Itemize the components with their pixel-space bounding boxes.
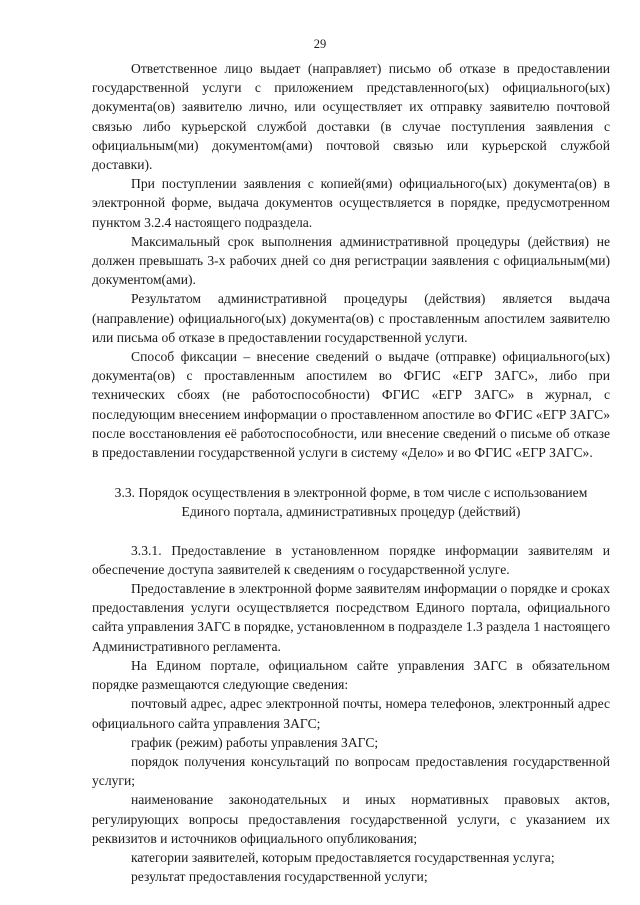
- list-item-consultations: порядок получения консультаций по вопросам предоставления государственной услуги;: [92, 753, 610, 789]
- list-item-legal-acts: наименование законодательных и иных нормативных правовых актов, регулирующих вопросы предоставления государственной услуги, с указанием их реквизитов и источников официального опубликования;: [92, 792, 610, 846]
- paragraph-refusal-letter: Ответственное лицо выдает (направляет) письмо об отказе в предоставлении государственной услуги с приложением представленного(ых) официального(ых) документа(ов) заявителю лично, или осуществляет их отправку заявителю почтовой связью либо курьерской службой доставки (в случае поступления заявления с официальным(ми) документом(ами) почтовой связью или курьерской службой доставки).: [92, 61, 610, 173]
- paragraph-fixation-method: Способ фиксации – внесение сведений о выдаче (отправке) официального(ых) документа(ов) с проставленным апостилем во ФГИС «ЕГР ЗАГС», либо при технических сбоях (не работоспособности) ФГИС «ЕГР ЗАГС» в журнал, с последующим внесением информации о проставленном апостиле во ФГИС «ЕГР ЗАГС» после восстановления её работоспособности, или внесение сведений о письме об отказе в предоставлении государственной услуги в систему «Дело» и во ФГИС «ЕГР ЗАГС».: [92, 349, 610, 461]
- document-body: [92, 59, 610, 886]
- list-item-service-result: результат предоставления государственной услуги;: [131, 869, 428, 885]
- paragraph-electronic-info: Предоставление в электронной форме заявителям информации о порядке и сроках предоставления услуги осуществляется посредством Единого портала, официального сайта управления ЗАГС в порядке, установленном в подразделе 1.3 раздела 1 настоящего Административного регламента.: [92, 581, 610, 654]
- paragraph-max-term: Максимальный срок выполнения административной процедуры (действия) не должен превышать 3-х рабочих дней со дня регистрации заявления с официальным(ми) документом(ами).: [92, 233, 610, 288]
- list-item-applicant-categories: категории заявителей, которым предоставляется государственная услуга;: [131, 849, 555, 865]
- page-number: 29: [313, 37, 327, 51]
- section-title: 3.3. Порядок осуществления в электронной форме, в том числе с использованием Единого портала, административных процедур (действий): [114, 485, 588, 520]
- paragraph-3-3-1: 3.3.1. Предоставление в установленном порядке информации заявителям и обеспечение доступа заявителей к сведениям о государственной услуге.: [92, 542, 610, 577]
- list-item-contacts: почтовый адрес, адрес электронной почты, номера телефонов, электронный адрес официального сайта управления ЗАГС;: [92, 696, 610, 731]
- paragraph-portal-info: На Едином портале, официальном сайте управления ЗАГС в обязательном порядке размещаются следующие сведения:: [92, 657, 610, 693]
- list-item-schedule: график (режим) работы управления ЗАГС;: [131, 734, 379, 750]
- paragraph-electronic-copies: При поступлении заявления с копией(ями) официального(ых) документа(ов) в электронной форме, выдача документов осуществляется в порядке, предусмотренном пунктом 3.2.4 настоящего подраздела.: [92, 176, 610, 230]
- paragraph-result: Результатом административной процедуры (действия) является выдача (направление) официального(ых) документа(ов) с проставленным апостилем заявителю или письма об отказе в предоставлении государственной услуги.: [92, 291, 610, 345]
